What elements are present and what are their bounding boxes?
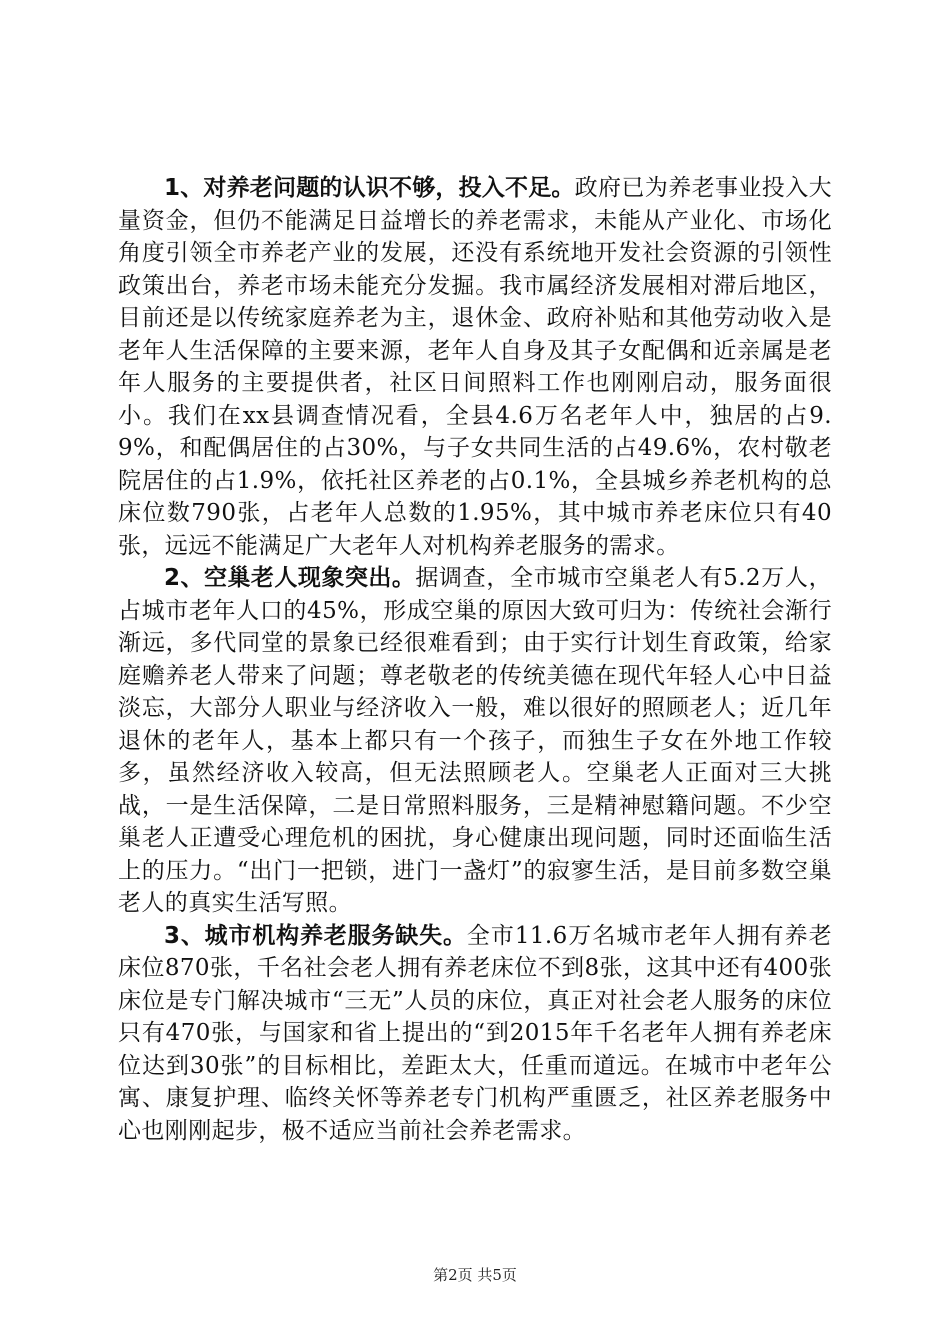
paragraph-1: [118, 172, 832, 562]
page-number-footer: 第2页 共5页: [433, 1266, 517, 1284]
paragraph-1-heading: 1、对养老问题的认识不够，投入不足。: [164, 175, 575, 201]
paragraph-3-text: 全市11.6万名城市老年人拥有养老床位870张，千名社会老人拥有养老床位不到8张，这其中还有400张床位是专门解决城市“三无”人员的床位，真正对社会老人服务的床位只有470张，与国家和省上提出的“到2015年千名老年人拥有养老床位达到30张”的目标相比，差距太大，任重而道远。在城市中老年公寓、康复护理、临终关怀等养老专门机构严重匮乏，社区养老服务中心也刚刚起步，极不适应当前社会养老需求。: [118, 922, 832, 1144]
document-body: [118, 172, 832, 1147]
paragraph-2: [118, 562, 832, 920]
paragraph-1-text: 政府已为养老事业投入大量资金，但仍不能满足日益增长的养老需求，未能从产业化、市场化角度引领全市养老产业的发展，还没有系统地开发社会资源的引领性政策出台，养老市场未能充分发掘。我市属经济发展相对滞后地区，目前还是以传统家庭养老为主，退休金、政府补贴和其他劳动收入是老年人生活保障的主要来源，老年人自身及其子女配偶和近亲属是老年人服务的主要提供者，社区日间照料工作也刚刚启动，服务面很小。我们在xx县调查情况看，全县4.6万名老年人中，独居的占9.9%，和配偶居住的占30%，与子女共同生活的占49.6%，农村敬老院居住的占1.9%，依托社区养老的占0.1%，全县城乡养老机构的总床位数790张，占老年人总数的1.95%，其中城市养老床位只有40张，远远不能满足广大老年人对机构养老服务的需求。: [118, 175, 833, 559]
paragraph-3-heading: 3、城市机构养老服务缺失。: [164, 922, 467, 949]
paragraph-3: [118, 920, 832, 1148]
paragraph-2-text: 据调查，全市城市空巢老人有5.2万人，占城市老年人口的45%，形成空巢的原因大致可归为：传统社会渐行渐远，多代同堂的景象已经很难看到；由于实行计划生育政策，给家庭赡养老人带来了问题；尊老敬老的传统美德在现代年轻人心中日益淡忘，大部分人职业与经济收入一般，难以很好的照顾老人；近几年退休的老年人，基本上都只有一个孩子，而独生子女在外地工作较多，虽然经济收入较高，但无法照顾老人。空巢老人正面对三大挑战，一是生活保障，二是日常照料服务，三是精神慰籍问题。不少空巢老人正遭受心理危机的困扰，身心健康出现问题，同时还面临生活上的压力。“出门一把锁，进门一盏灯”的寂寥生活，是目前多数空巢老人的真实生活写照。: [118, 565, 832, 916]
paragraph-2-heading: 2、空巢老人现象突出。: [164, 565, 416, 591]
